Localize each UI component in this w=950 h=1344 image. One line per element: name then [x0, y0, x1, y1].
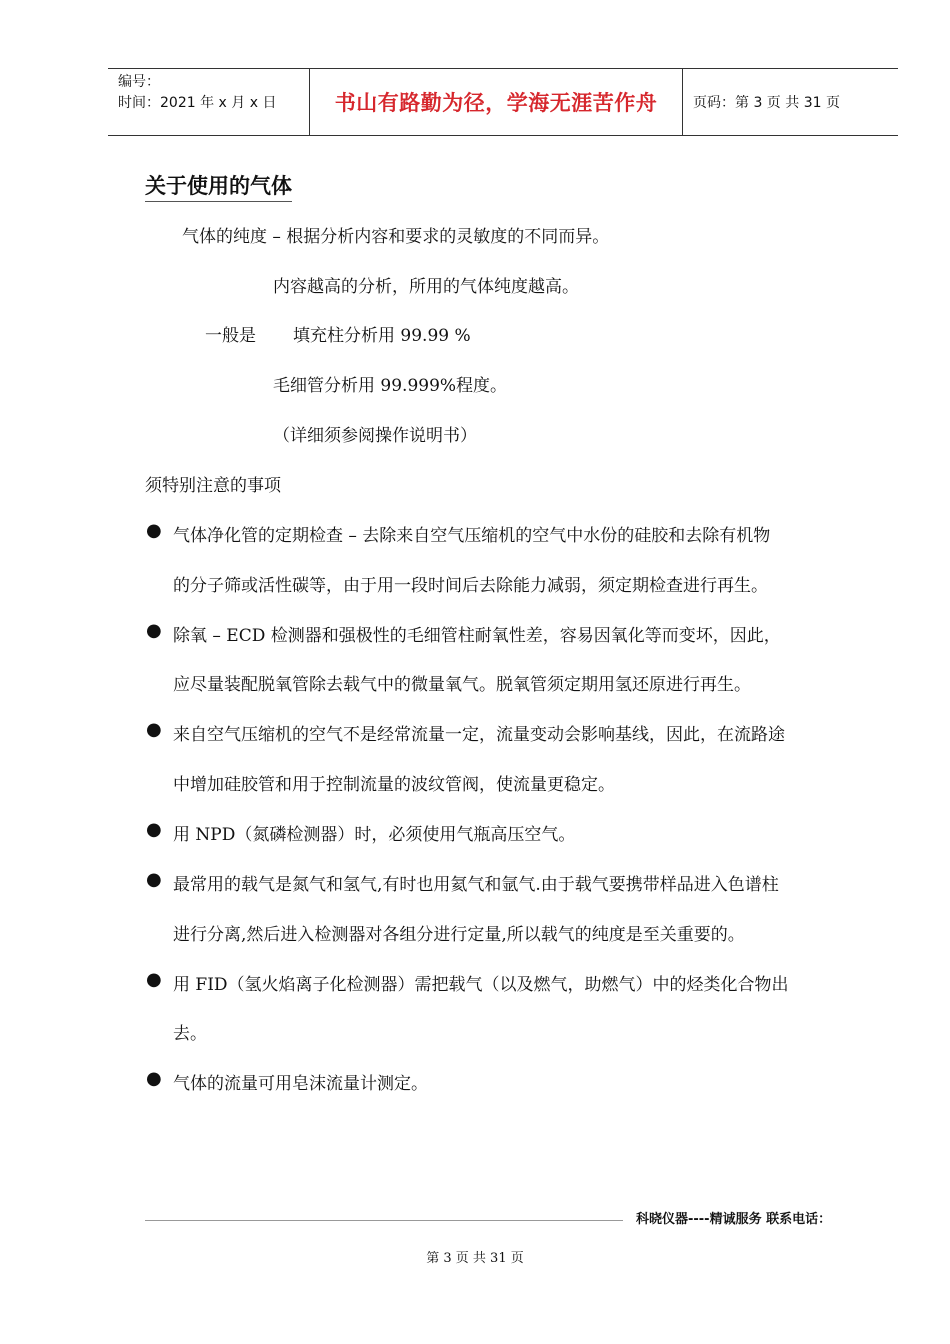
purity-line-5: （详细须参阅操作说明书）	[273, 426, 477, 446]
bullet-3-line-2: 中增加硅胶管和用于控制流量的波纹管阀，使流量更稳定。	[173, 775, 615, 795]
header-number: 编号：	[118, 74, 160, 90]
header-table	[108, 68, 898, 136]
bullet-dot-icon: ●	[146, 869, 162, 890]
page-title: 关于使用的气体	[145, 170, 292, 202]
header-meta-cell	[108, 69, 310, 135]
bullet-dot-icon: ●	[146, 520, 162, 541]
footer-page-number: 第 3 页 共 31 页	[426, 1251, 524, 1266]
header-motto: 书山有路勤为径，学海无涯苦作舟	[334, 90, 658, 115]
bullet-7-line-1: 气体的流量可用皂沫流量计测定。	[173, 1074, 428, 1094]
footer-divider	[145, 1220, 623, 1221]
purity-line-1: 气体的纯度 – 根据分析内容和要求的灵敏度的不同而异。	[182, 227, 610, 247]
bullet-6-line-1: 用 FID（氢火焰离子化检测器）需把载气（以及燃气，助燃气）中的烃类化合物出	[173, 975, 789, 995]
bullet-2-line-2: 应尽量装配脱氧管除去载气中的微量氧气。脱氧管须定期用氢还原进行再生。	[173, 675, 751, 695]
header-page-info: 页码：第 3 页 共 31 页	[693, 95, 840, 111]
bullet-6-line-2: 去。	[173, 1024, 207, 1044]
bullet-dot-icon: ●	[146, 819, 162, 840]
header-motto-cell	[310, 69, 683, 135]
bullet-dot-icon: ●	[146, 969, 162, 990]
header-time: 时间：2021 年 x 月 x 日	[118, 95, 277, 111]
bullet-dot-icon: ●	[146, 719, 162, 740]
purity-line-3-value: 填充柱分析用 99.99 %	[293, 326, 471, 346]
bullet-1-line-2: 的分子筛或活性碳等，由于用一段时间后去除能力减弱，须定期检查进行再生。	[173, 576, 768, 596]
notes-heading: 须特别注意的事项	[145, 476, 281, 496]
bullet-5-line-1: 最常用的载气是氮气和氢气,有时也用氦气和氩气.由于载气要携带样品进入色谱柱	[173, 875, 779, 895]
purity-line-4: 毛细管分析用 99.999%程度。	[273, 376, 508, 396]
bullet-5-line-2: 进行分离,然后进入检测器对各组分进行定量,所以载气的纯度是至关重要的。	[173, 925, 745, 945]
bullet-1-line-1: 气体净化管的定期检查 – 去除来自空气压缩机的空气中水份的硅胶和去除有机物	[173, 526, 771, 546]
bullet-4-line-1: 用 NPD（氮磷检测器）时，必须使用气瓶高压空气。	[173, 825, 576, 845]
purity-line-3-prefix: 一般是	[205, 326, 256, 346]
bullet-dot-icon: ●	[146, 1068, 162, 1089]
bullet-2-line-1: 除氧 – ECD 检测器和强极性的毛细管柱耐氧性差，容易因氧化等而变坏，因此，	[173, 626, 781, 646]
purity-line-2: 内容越高的分析，所用的气体纯度越高。	[273, 277, 579, 297]
bullet-3-line-1: 来自空气压缩机的空气不是经常流量一定，流量变动会影响基线，因此，在流路途	[173, 725, 785, 745]
footer-company: 科晓仪器----精诚服务 联系电话：	[636, 1212, 832, 1227]
bullet-dot-icon: ●	[146, 620, 162, 641]
